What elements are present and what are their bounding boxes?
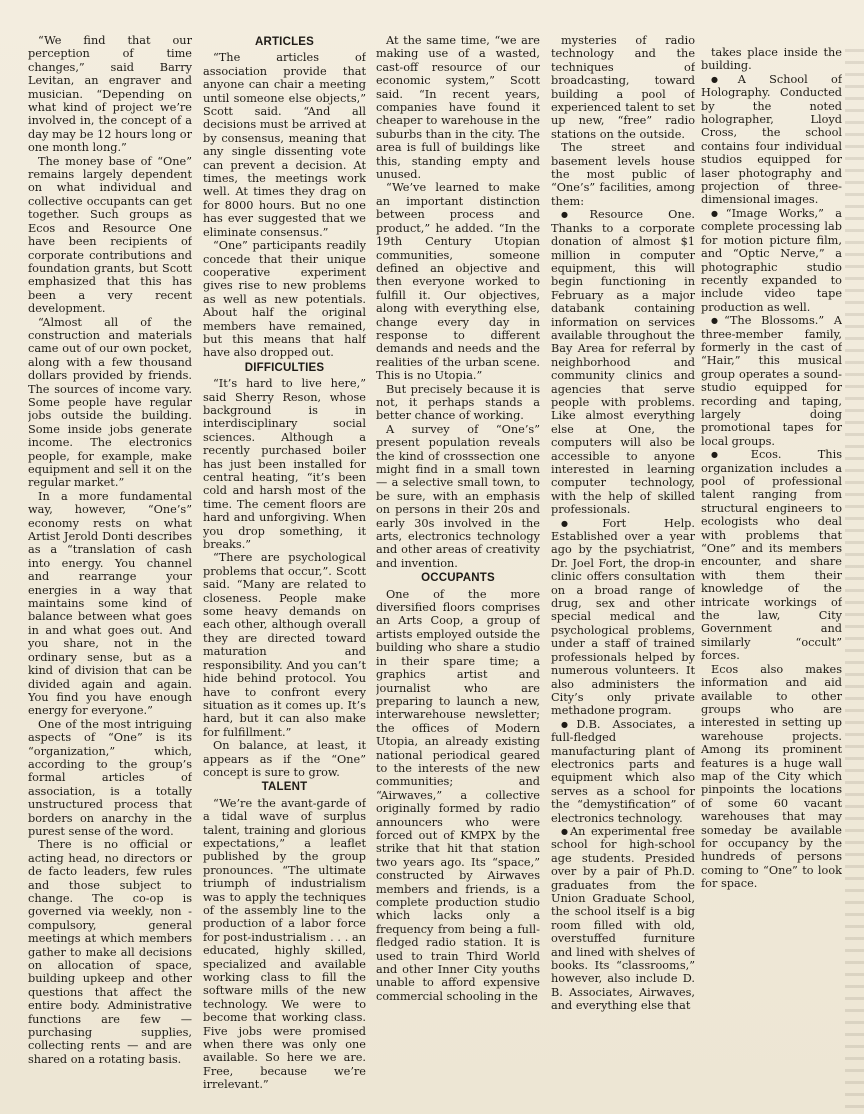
column-2 [203,34,366,1106]
paragraph: “We’re the avant-garde of a tidal wave of surplus talent, training and glorious expectations,” a leaflet published by the group pronounces. “The ultimate triumph of industrialism was to apply the techniques of the assembly line to the production of a labor force for post-industrialism . . . an educated, highly skilled, specialized and available working class to fill the software mills of the new technology. We were to become that working class. Five jobs were promised when there was only one available. So here we are. Free, because we’re irrelevant.” [203,796,366,1092]
column-1 [28,34,192,1106]
paragraph: A survey of “One’s” present population reveals the kind of crosssection one might find in a small town — a selective small town, to be sure, with an emphasis on persons in their 20s and early 30s involved in the arts, electronics technology and other areas of creativity and invention. [376,422,540,570]
column-5 [701,46,842,1106]
paragraph: The street and basement levels house the most public of “One’s” facilities, among them: [551,141,695,208]
column-4 [551,34,695,1106]
bullet-paragraph: ● Fort Help. Established over a year ago by the psychiatrist, Dr. Joel Fort, the drop-in clinic offers consultation on a broad range of drug, sex and other special medical and psychological problems, under a staff of trained professionals helped by numerous volunteers. It also administers the City’s only private methadone program. [551,517,695,718]
bullet-paragraph: ● Ecos. This organization includes a pool of professional talent ranging from structural engineers to ecologists who deal with problems that “One” and its members encounter, and share with them their knowledge of the intricate workings of the law, City Government and similarly “occult” forces. [701,448,842,663]
column-3 [376,34,540,1106]
bullet-paragraph: ● “Image Works,” a complete processing lab for motion picture film, and “Optic Nerve,” a photographic studio recently expanded to include video tape production as well. [701,207,842,314]
paragraph: One of the more diversified floors comprises an Arts Coop, a group of artists employed outside the building who share a studio in their spare time; a graphics artist and journalist who are preparing to launch a new, interwarehouse newsletter; the offices of Modern Utopia, an already existing national periodical geared to the interests of the new communities; and “Airwaves,” a collective originally formed by radio announcers who were forced out of KMPX by the strike that hit that station two years ago. Its “space,” constructed by Airwaves members and friends, is a complete production studio which lacks only a frequency from being a full-fledged radio station. It is used to train Third World and other Inner City youths unable to afford expensive commercial schooling in the [376,587,540,1003]
paragraph: At the same time, “we are making use of a wasted, cast-off resource of our economic system,” Scott said. “In recent years, companies have found it cheaper to warehouse in the suburbs than in the city. The area is full of buildings like this, standing empty and unused. [376,34,540,182]
section-heading: DIFFICULTIES [244,361,325,374]
bullet-paragraph: ● Resource One. Thanks to a corporate donation of almost $1 million in computer equipment, this will begin functioning in February as a major databank containing information on services available throughout the Bay Area for referral by neighborhood and community clinics and agencies that serve people with problems. Like almost everything else at One, the computers will also be accessible to anyone interested in learning computer technology, with the help of skilled professionals. [551,208,695,516]
bleed-through-edge [845,40,864,1114]
bullet-paragraph: ● D.B. Associates, a full-fledged manufacturing plant of electronics parts and equipment which also serves as a school for the “demystification” of electronics technology. [551,718,695,825]
paragraph: “The articles of association provide that anyone can chair a meeting until someone else objects,” Scott said. “And all decisions must be arrived at by consensus, meaning that any single dissenting vote can prevent a decision. At times, the meetings work well. At times they drag on for 8000 hours. But no one has ever suggested that we eliminate consensus.” [203,51,366,239]
paragraph: “There are psychological problems that occur,”. Scott said. “Many are related to closeness. People make some heavy demands on each other, although overall they are directed toward maturation and responsibility. And you can’t hide behind protocol. You have to confront every situation as it comes up. It’s hard, but it can also make for fulfillment.” [203,551,366,739]
paragraph: But precisely because it is not, it perhaps stands a better chance of working. [376,382,540,423]
paragraph: “One” participants readily concede that their unique cooperative experiment gives rise to new problems as well as new potentials. About half the original members have remained, but this means that half have also dropped out. [203,239,366,360]
paragraph: “We’ve learned to make an important distinction between process and product,” he added. “In the 19th Century Utopian communities, someone defined an objective and then everyone worked to fulfill it. Our objectives, along with everything else, change every day in response to different demands and needs and the realities of the urban scene. This is no Utopia.” [376,181,540,383]
paragraph: On balance, at least, it appears as if the “One” concept is sure to grow. [203,739,366,779]
paragraph: Ecos also makes information and aid available to other groups who are interested in setting up warehouse projects. Among its prominent features is a huge wall map of the City which pinpoints the locations of some 60 vacant warehouses that may someday be available for occupancy by the hundreds of persons coming to “One” to look for space. [701,662,842,891]
paragraph: One of the most intriguing aspects of “One” is its “organization,” which, according to the group’s formal articles of association, is a totally unstructured process that borders on anarchy in the purest sense of the word. [28,717,192,838]
paragraph: In a more fundamental way, however, “One’s” economy rests on what Artist Jerold Donti describes as a “translation of cash into energy. You channel and rearrange your energies in a way that maintains some kind of balance between what goes in and what goes out. And you share, not in the ordinary sense, but as a kind of division that can be divided again and again. You find you have enough energy for everyone.” [28,489,192,718]
section-heading: ARTICLES [254,36,315,48]
section-heading: OCCUPANTS [421,572,495,585]
paragraph: “It’s hard to live here,” said Sherry Reson, whose background is in interdisciplinary social sciences. Although a recently purchased boiler has just been installed for central heating, “it’s been cold and harsh most of the time. The cement floors are hard and unforgiving. When you drop something, it breaks.” [203,377,366,552]
bullet-paragraph: ● “The Blossoms.” A three-member family, formerly in the cast of “Hair,” this musical group operates a sound-studio equipped for recording and taping, largely doing promotional tapes for local groups. [701,314,842,448]
paragraph: “We find that our perception of time changes,” said Barry Levitan, an engraver and musician. “Depending on what kind of project we’re involved in, the concept of a day may be 12 hours long or one month long.” [28,34,192,155]
paragraph: There is no official or acting head, no directors or de facto leaders, few rules and those subject to change. The co-op is governed via weekly, non - compulsory, general meetings at which members gather to make all decisions on allocation of space, building upkeep and other questions that affect the entire body. Administrative functions are few — purchasing supplies, collecting rents — and are shared on a rotating basis. [28,838,192,1066]
section-heading: TALENT [261,781,308,794]
paragraph: takes place inside the building. [701,46,842,73]
paragraph: The money base of “One” remains largely dependent on what individual and collective occupants can get together. Such groups as Ecos and Resource One have been recipients of corporate contributions and foundation grants, but Scott emphasized that this has been a very recent development. [28,154,192,316]
paragraph: “Almost all of the construction and materials came out of our own pocket, along with a few thousand dollars provided by friends. The sources of income vary. Some people have regular jobs outside the building. Some inside jobs generate income. The electronics people, for example, make equipment and sell it on the regular market.” [28,315,192,490]
paragraph: mysteries of radio technology and the techniques of broadcasting, toward building a pool of experienced talent to set up new, “free” radio stations on the outside. [551,34,695,141]
bullet-paragraph: ● An experimental free school for high-school age students. Presided over by a pair of Ph.D. graduates from the Union Graduate School, the school itself is a big room filled with old, overstuffed furniture and lined with shelves of books. Its “classrooms,” however, also include D. B. Associates, Airwaves, and everything else that [551,825,695,1013]
bullet-paragraph: ● A School of Holography. Conducted by the noted holographer, Lloyd Cross, the school contains four individual studios equipped for laser photography and projection of three-dimensional images. [701,73,842,207]
